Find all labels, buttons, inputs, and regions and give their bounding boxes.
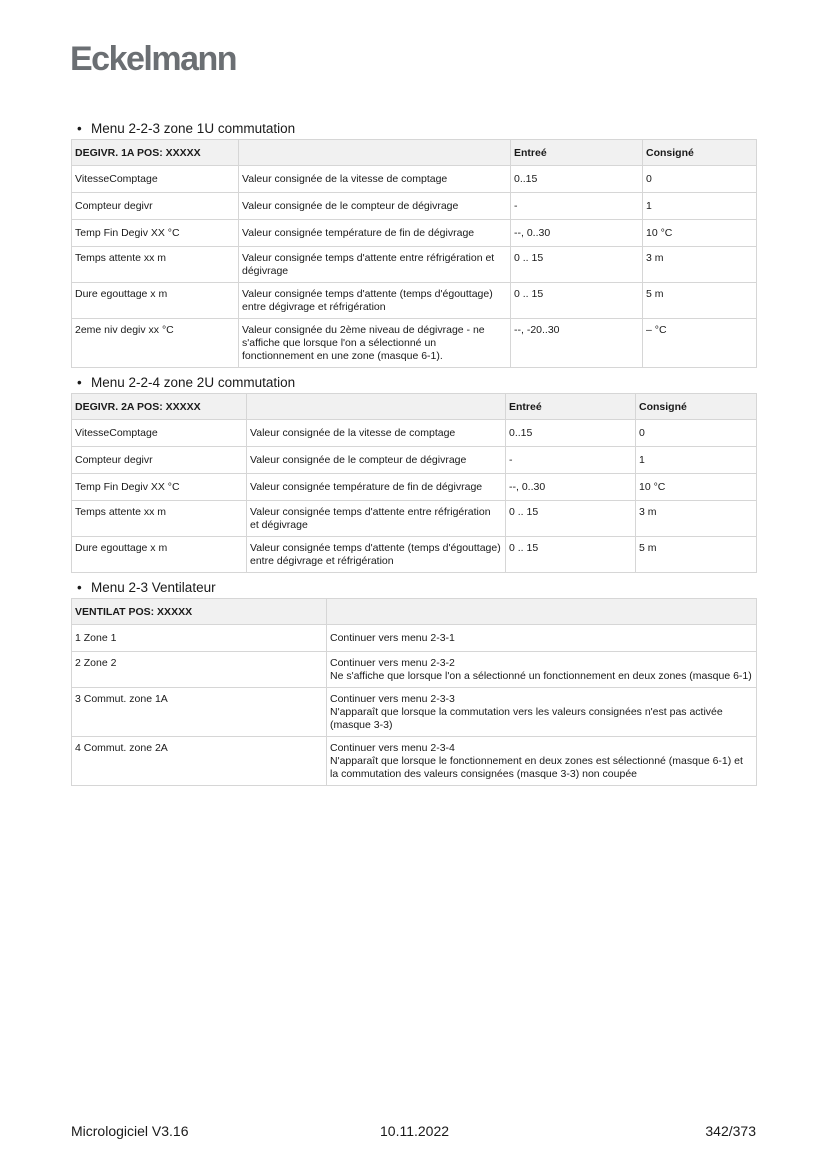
table-header-row xyxy=(72,599,757,625)
table-row xyxy=(72,652,757,688)
header-cell: Entreé xyxy=(506,394,636,420)
section-heading-text: Menu 2-3 Ventilateur xyxy=(91,580,216,595)
header-cell: Consigné xyxy=(636,394,757,420)
table-row xyxy=(72,319,757,368)
table-cell: 0 xyxy=(636,420,757,447)
table-cell: Valeur consignée température de fin de dégivrage xyxy=(247,474,506,501)
table-row xyxy=(72,501,757,537)
table-row xyxy=(72,537,757,573)
table-row xyxy=(72,283,757,319)
section-heading-menu-2-2-4 xyxy=(77,374,756,391)
table-cell: Continuer vers menu 2-3-1 xyxy=(327,625,757,652)
section-heading-menu-2-2-3 xyxy=(77,120,756,137)
table-cell: 0 .. 15 xyxy=(511,247,643,283)
header-cell xyxy=(327,599,757,625)
table-cell: 10 °C xyxy=(643,220,757,247)
footer-firmware: Micrologiciel V3.16 xyxy=(71,1123,189,1139)
table-cell: 1 xyxy=(643,193,757,220)
header-cell: Entreé xyxy=(511,140,643,166)
section-heading-text: Menu 2-2-3 zone 1U commutation xyxy=(91,121,296,136)
footer-page-number: 342/373 xyxy=(705,1123,756,1139)
brand-logo: Eckelmann xyxy=(70,40,237,78)
table-cell: Temp Fin Degiv XX °C xyxy=(72,474,247,501)
table-cell: - xyxy=(511,193,643,220)
header-cell: Consigné xyxy=(643,140,757,166)
table-cell: 0..15 xyxy=(506,420,636,447)
bullet-icon: • xyxy=(77,375,82,390)
table-cell: --, 0..30 xyxy=(506,474,636,501)
table-row xyxy=(72,420,757,447)
table-cell: 0 xyxy=(643,166,757,193)
section-heading-text: Menu 2-2-4 zone 2U commutation xyxy=(91,375,296,390)
table-cell: 0 .. 15 xyxy=(506,537,636,573)
table-row xyxy=(72,220,757,247)
table-cell: 4 Commut. zone 2A xyxy=(72,737,327,786)
table-cell: Dure egouttage x m xyxy=(72,283,239,319)
table-cell: – °C xyxy=(643,319,757,368)
table-cell: 0 .. 15 xyxy=(506,501,636,537)
table-cell: - xyxy=(506,447,636,474)
table-row xyxy=(72,247,757,283)
table-cell: Valeur consignée de la vitesse de comptage xyxy=(247,420,506,447)
table-cell: --, -20..30 xyxy=(511,319,643,368)
table-cell: Valeur consignée temps d'attente (temps d'égouttage) entre dégivrage et réfrigération xyxy=(247,537,506,573)
table-cell: 5 m xyxy=(643,283,757,319)
table-cell: 2eme niv degiv xx °C xyxy=(72,319,239,368)
table-degivr-2a xyxy=(71,393,757,573)
table-cell: --, 0..30 xyxy=(511,220,643,247)
table-cell: Valeur consignée du 2ème niveau de dégivrage - ne s'affiche que lorsque l'on a sélectionné un fonctionnement en une zone (masque 6-1). xyxy=(239,319,511,368)
table-header-row xyxy=(72,140,757,166)
table-ventilat xyxy=(71,598,757,786)
table-cell: Valeur consignée température de fin de dégivrage xyxy=(239,220,511,247)
table-cell: Continuer vers menu 2-3-4 N'apparaît que lorsque le fonctionnement en deux zones est sélectionné (masque 6-1) et la commutation des valeurs consignées (masque 3-3) non coupée xyxy=(327,737,757,786)
table-cell: 1 Zone 1 xyxy=(72,625,327,652)
table-row xyxy=(72,447,757,474)
bullet-icon: • xyxy=(77,121,82,136)
table-row xyxy=(72,166,757,193)
table-cell: 0 .. 15 xyxy=(511,283,643,319)
table-cell: Valeur consignée temps d'attente (temps d'égouttage) entre dégivrage et réfrigération xyxy=(239,283,511,319)
table-cell: Temp Fin Degiv XX °C xyxy=(72,220,239,247)
table-cell: Valeur consignée temps d'attente entre réfrigération et dégivrage xyxy=(239,247,511,283)
header-cell xyxy=(247,394,506,420)
bullet-icon: • xyxy=(77,580,82,595)
table-cell: 5 m xyxy=(636,537,757,573)
table-cell: Temps attente xx m xyxy=(72,247,239,283)
table-cell: 3 m xyxy=(636,501,757,537)
table-cell: Valeur consignée de la vitesse de comptage xyxy=(239,166,511,193)
table-cell: Temps attente xx m xyxy=(72,501,247,537)
header-cell xyxy=(239,140,511,166)
table-cell: Dure egouttage x m xyxy=(72,537,247,573)
header-cell: DEGIVR. 1A POS: XXXXX xyxy=(72,140,239,166)
table-cell: 10 °C xyxy=(636,474,757,501)
table-header-row xyxy=(72,394,757,420)
header-cell: VENTILAT POS: XXXXX xyxy=(72,599,327,625)
table-cell: Continuer vers menu 2-3-3 N'apparaît que lorsque la commutation vers les valeurs consignées n'est pas activée (masque 3-3) xyxy=(327,688,757,737)
table-row xyxy=(72,625,757,652)
table-cell: Valeur consignée temps d'attente entre réfrigération et dégivrage xyxy=(247,501,506,537)
table-degivr-1a xyxy=(71,139,757,368)
table-cell: Continuer vers menu 2-3-2 Ne s'affiche que lorsque l'on a sélectionné un fonctionnement en deux zones (masque 6-1) xyxy=(327,652,757,688)
table-cell: 0..15 xyxy=(511,166,643,193)
table-cell: VitesseComptage xyxy=(72,166,239,193)
page-content xyxy=(71,120,756,792)
header-cell: DEGIVR. 2A POS: XXXXX xyxy=(72,394,247,420)
table-cell: 1 xyxy=(636,447,757,474)
footer-date: 10.11.2022 xyxy=(380,1123,450,1139)
section-heading-menu-2-3 xyxy=(77,579,756,596)
table-cell: VitesseComptage xyxy=(72,420,247,447)
table-cell: 3 Commut. zone 1A xyxy=(72,688,327,737)
table-cell: Compteur degivr xyxy=(72,193,239,220)
table-cell: Valeur consignée de le compteur de dégivrage xyxy=(247,447,506,474)
table-row xyxy=(72,688,757,737)
table-row xyxy=(72,474,757,501)
table-cell: 3 m xyxy=(643,247,757,283)
table-cell: 2 Zone 2 xyxy=(72,652,327,688)
table-row xyxy=(72,193,757,220)
table-row xyxy=(72,737,757,786)
table-cell: Valeur consignée de le compteur de dégivrage xyxy=(239,193,511,220)
table-cell: Compteur degivr xyxy=(72,447,247,474)
